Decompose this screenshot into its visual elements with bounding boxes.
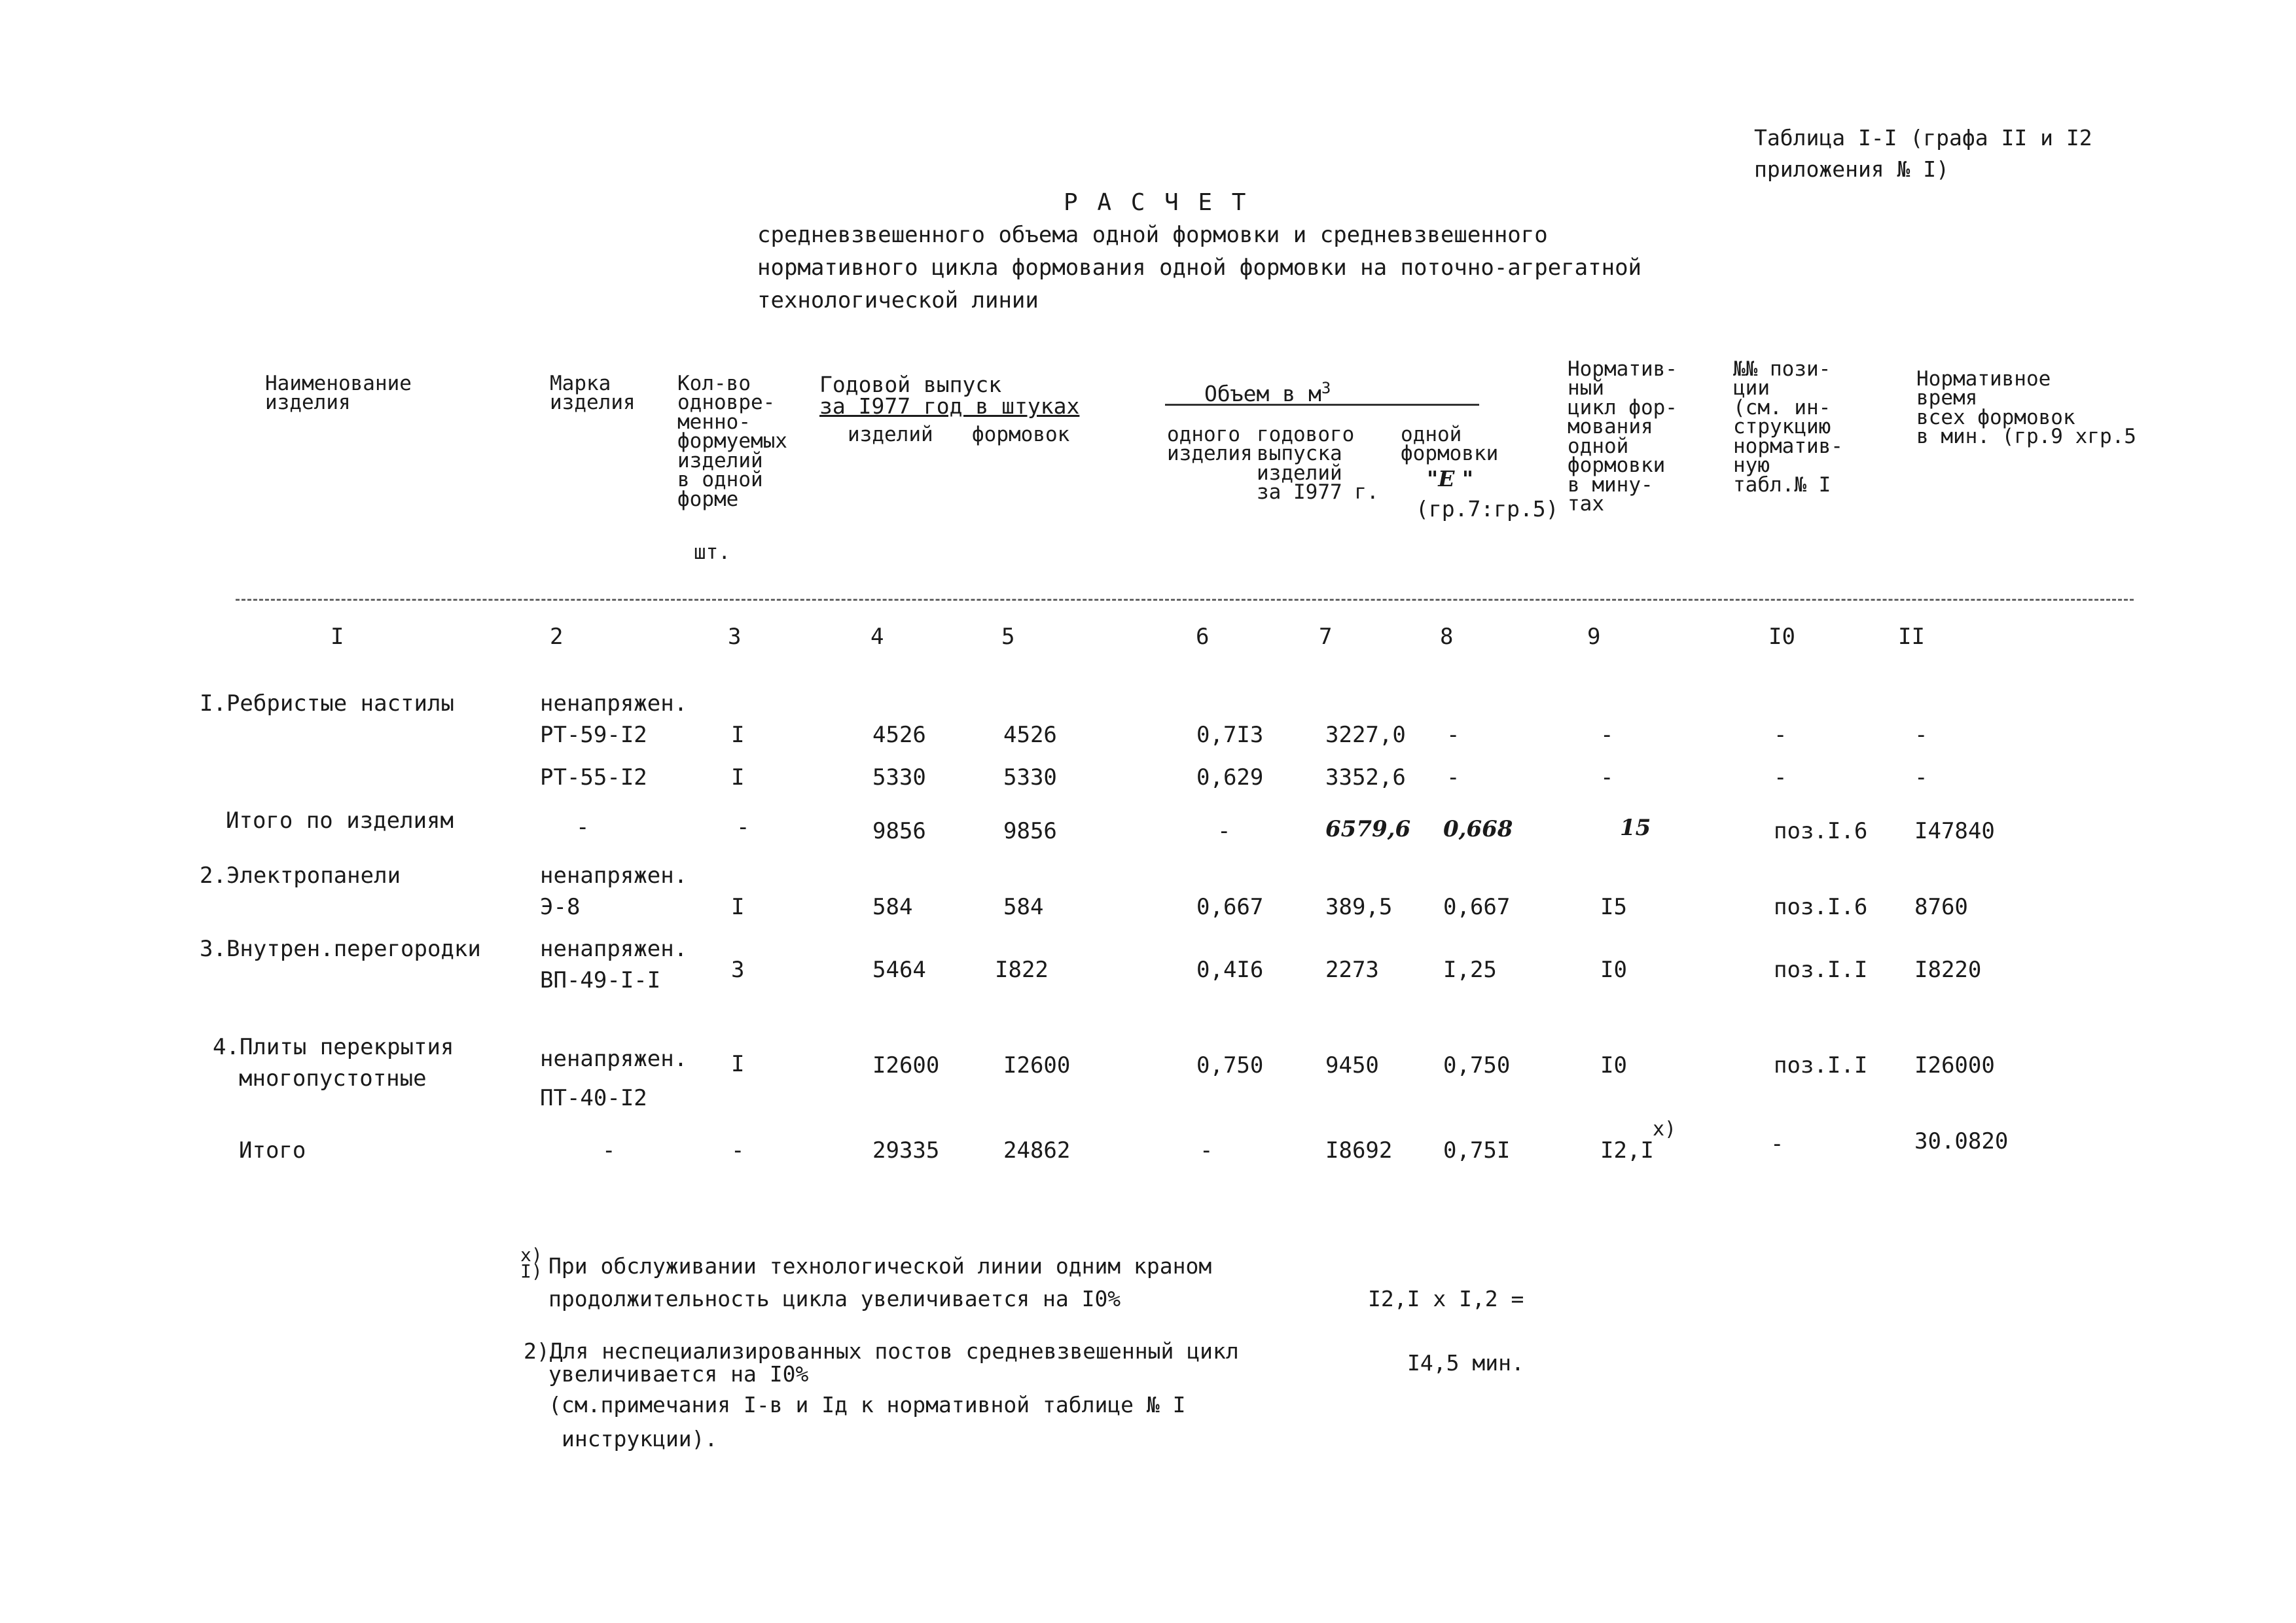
table-cell-annual-molds: 584 bbox=[1003, 894, 1044, 920]
note-2-line-4: инструкции). bbox=[562, 1426, 718, 1452]
subtitle-line-3: технологической линии bbox=[757, 287, 1039, 313]
table-cell-mark: ненапряжен. bbox=[540, 863, 688, 889]
subtitle-line-2: нормативного цикла формования одной формовки на поточно-агрегатной bbox=[757, 255, 1642, 281]
table-cell-position: - bbox=[1774, 722, 1787, 748]
table-cell-product: 4.Плиты перекрытия bbox=[213, 1034, 454, 1060]
table-cell-volume-annual: 2273 bbox=[1325, 957, 1379, 983]
header-product-name: Наименование изделия bbox=[265, 372, 412, 415]
table-cell-volume-mold: I,25 bbox=[1443, 957, 1497, 983]
note-1-calculation: I2,I x I,2 = bbox=[1368, 1286, 1524, 1311]
footnote-marker: x) bbox=[1653, 1118, 1677, 1141]
table-cell-count: 3 bbox=[731, 957, 745, 983]
col-number-10: I0 bbox=[1768, 624, 1795, 650]
table-cell-volume-annual: 3352,6 bbox=[1325, 764, 1406, 791]
table-cell-normative-time: 30.0820 bbox=[1914, 1128, 2009, 1154]
header-instruction-position: №№ пози- ции (см. ин- струкцию норматив- ную табл.№ I bbox=[1733, 357, 1843, 497]
table-cell-volume-mold: 0,750 bbox=[1443, 1052, 1511, 1079]
header-divider bbox=[236, 599, 2134, 601]
table-cell-product: 2.Электропанели bbox=[200, 863, 401, 889]
header-volume-one-mold: одной формовки bbox=[1401, 423, 1499, 466]
header-normative-cycle: Норматив- ный цикл фор- мования одной формовки в мину- тах bbox=[1568, 357, 1677, 516]
table-cell-product: Итого bbox=[239, 1137, 306, 1164]
table-cell-annual-items: 5464 bbox=[872, 957, 926, 983]
table-cell-position: поз.I.6 bbox=[1774, 818, 1868, 844]
table-cell-annual-molds: 24862 bbox=[1003, 1137, 1071, 1164]
table-cell-volume-item: - bbox=[1200, 1137, 1213, 1164]
table-cell-annual-items: 29335 bbox=[872, 1137, 940, 1164]
table-cell-volume-item: 0,750 bbox=[1196, 1052, 1264, 1079]
table-cell-cycle: I5 bbox=[1600, 894, 1627, 920]
table-cell-annual-molds: 4526 bbox=[1003, 722, 1057, 748]
header-volume: Объем в $м^3$ bbox=[1204, 379, 1331, 406]
table-cell-mark: ненапряжен. bbox=[540, 936, 688, 962]
note-2-line-2: увеличивается на I0% bbox=[548, 1361, 809, 1387]
note-1-line-1: При обслуживании технологической линии одним краном bbox=[548, 1253, 1212, 1279]
table-cell-count: - bbox=[731, 1137, 745, 1164]
header-volume-formula: (гр.7:гр.5) bbox=[1416, 496, 1559, 522]
document-title: Р А С Ч Е Т bbox=[1064, 189, 1249, 216]
table-cell-normative-time: I26000 bbox=[1914, 1052, 1995, 1079]
table-cell-volume-item: 0,667 bbox=[1196, 894, 1264, 920]
table-cell-volume-item: - bbox=[1217, 818, 1231, 844]
table-cell-count: I bbox=[731, 1051, 745, 1077]
table-cell-volume-annual: I8692 bbox=[1325, 1137, 1393, 1164]
table-cell-cycle: I0 bbox=[1600, 1052, 1627, 1079]
table-cell-product: 3.Внутрен.перегородки bbox=[200, 936, 481, 962]
col-number-6: 6 bbox=[1196, 624, 1210, 650]
table-cell-annual-items: 5330 bbox=[872, 764, 926, 791]
table-cell-position: поз.I.I bbox=[1774, 957, 1868, 983]
table-cell-position: поз.I.I bbox=[1774, 1052, 1868, 1079]
col-number-2: 2 bbox=[550, 624, 564, 650]
table-cell-normative-time: I8220 bbox=[1914, 957, 1982, 983]
note-2-line-3: (см.примечания I-в и Iд к нормативной таблице № I bbox=[548, 1392, 1186, 1418]
header-product-mark: Марка изделия bbox=[550, 372, 636, 415]
table-cell-volume-item: 0,629 bbox=[1196, 764, 1264, 791]
col-number-8: 8 bbox=[1440, 624, 1454, 650]
table-cell-annual-molds: 5330 bbox=[1003, 764, 1057, 791]
header-volume-one-item: одного изделия bbox=[1167, 423, 1253, 466]
table-cell-mark: ПТ-40-I2 bbox=[540, 1085, 647, 1111]
header-annual-items: изделий bbox=[848, 423, 933, 446]
header-simultaneous-count: Кол-во одновре- менно- формуемых изделий в одной форме bbox=[677, 372, 787, 511]
table-cell-product: многопустотные bbox=[239, 1065, 427, 1092]
table-reference: Таблица I-I (графа II и I2 bbox=[1754, 125, 2092, 151]
header-volume-annual: годового выпуска изделий за I977 г. bbox=[1257, 423, 1379, 505]
table-cell-position: - bbox=[1770, 1131, 1784, 1157]
table-cell-normative-time: - bbox=[1914, 722, 1928, 748]
table-cell-annual-items: 4526 bbox=[872, 722, 926, 748]
table-cell-annual-items: 9856 bbox=[872, 818, 926, 844]
table-reference-appendix: приложения № I) bbox=[1754, 156, 1950, 182]
col-number-11: II bbox=[1898, 624, 1925, 650]
table-cell-count: I bbox=[731, 764, 745, 791]
header-annual-molds: формовок bbox=[972, 423, 1070, 446]
table-cell-volume-annual: 3227,0 bbox=[1325, 722, 1406, 748]
table-cell-mark: Э-8 bbox=[540, 894, 581, 920]
col-number-5: 5 bbox=[1001, 624, 1015, 650]
table-cell-annual-molds: I2600 bbox=[1003, 1052, 1071, 1079]
col-number-7: 7 bbox=[1319, 624, 1333, 650]
table-cell-volume-mold: - bbox=[1446, 764, 1460, 791]
table-cell-annual-items: I2600 bbox=[872, 1052, 940, 1079]
note-1-line-2: продолжительность цикла увеличивается на I0% bbox=[548, 1286, 1121, 1311]
table-cell-mark: - bbox=[602, 1137, 616, 1164]
table-cell-mark: РТ-55-I2 bbox=[540, 764, 647, 791]
table-cell-normative-time: 8760 bbox=[1914, 894, 1968, 920]
table-cell-annual-molds: I822 bbox=[995, 957, 1049, 983]
note-2-line-1: 2)Для неспециализированных постов средневзвешенный цикл bbox=[524, 1338, 1239, 1364]
table-cell-mark: ненапряжен. bbox=[540, 1046, 688, 1072]
table-cell-volume-mold: 0,667 bbox=[1443, 894, 1511, 920]
table-cell-annual-molds: 9856 bbox=[1003, 818, 1057, 844]
header-volume-underline bbox=[1165, 404, 1479, 406]
table-cell-cycle: I0 bbox=[1600, 957, 1627, 983]
table-cell-volume-annual: 9450 bbox=[1325, 1052, 1379, 1079]
table-cell-count: - bbox=[736, 814, 750, 840]
table-cell-product: I.Ребристые настилы bbox=[200, 690, 454, 717]
table-cell-normative-time: I47840 bbox=[1914, 818, 1995, 844]
table-cell-mark: ненапряжен. bbox=[540, 690, 688, 717]
table-cell-volume-mold: 0,75I bbox=[1443, 1137, 1511, 1164]
table-cell-annual-items: 584 bbox=[872, 894, 913, 920]
table-cell-volume-mold: 0,668 bbox=[1443, 816, 1513, 842]
col-number-1: I bbox=[331, 624, 344, 650]
table-cell-volume-annual: 6579,6 bbox=[1325, 816, 1411, 842]
table-cell-product: Итого по изделиям bbox=[226, 808, 454, 834]
table-cell-count: I bbox=[731, 722, 745, 748]
table-cell-volume-item: 0,7I3 bbox=[1196, 722, 1264, 748]
subtitle-line-1: средневзвешенного объема одной формовки и средневзвешенного bbox=[757, 222, 1548, 248]
table-cell-mark: - bbox=[576, 814, 590, 840]
table-cell-mark: ВП-49-I-I bbox=[540, 967, 661, 993]
table-cell-count: I bbox=[731, 894, 745, 920]
table-cell-cycle: - bbox=[1600, 722, 1614, 748]
table-cell-cycle: 15 bbox=[1620, 815, 1651, 841]
header-annual-output: Годовой выпуск bbox=[819, 372, 1002, 397]
table-cell-cycle: - bbox=[1600, 764, 1614, 791]
note-2-calculation: I4,5 мин. bbox=[1407, 1350, 1524, 1376]
table-cell-volume-mold: - bbox=[1446, 722, 1460, 748]
header-volume-mark: "E " bbox=[1427, 466, 1474, 491]
header-normative-time: Нормативное время всех формовок в мин. (гр.9 хгр.5 bbox=[1916, 367, 2136, 449]
note-1-marker: x) I) bbox=[520, 1244, 543, 1283]
header-count-unit: шт. bbox=[694, 541, 730, 564]
col-number-4: 4 bbox=[870, 624, 884, 650]
table-cell-volume-item: 0,4I6 bbox=[1196, 957, 1264, 983]
col-number-3: 3 bbox=[728, 624, 742, 650]
table-cell-cycle: I2,I bbox=[1600, 1137, 1654, 1164]
header-annual-output-year: за I977 год в штуках bbox=[819, 393, 1080, 419]
table-cell-position: - bbox=[1774, 764, 1787, 791]
table-cell-volume-annual: 389,5 bbox=[1325, 894, 1393, 920]
table-cell-position: поз.I.6 bbox=[1774, 894, 1868, 920]
table-cell-mark: РТ-59-I2 bbox=[540, 722, 647, 748]
table-cell-normative-time: - bbox=[1914, 764, 1928, 791]
col-number-9: 9 bbox=[1587, 624, 1601, 650]
